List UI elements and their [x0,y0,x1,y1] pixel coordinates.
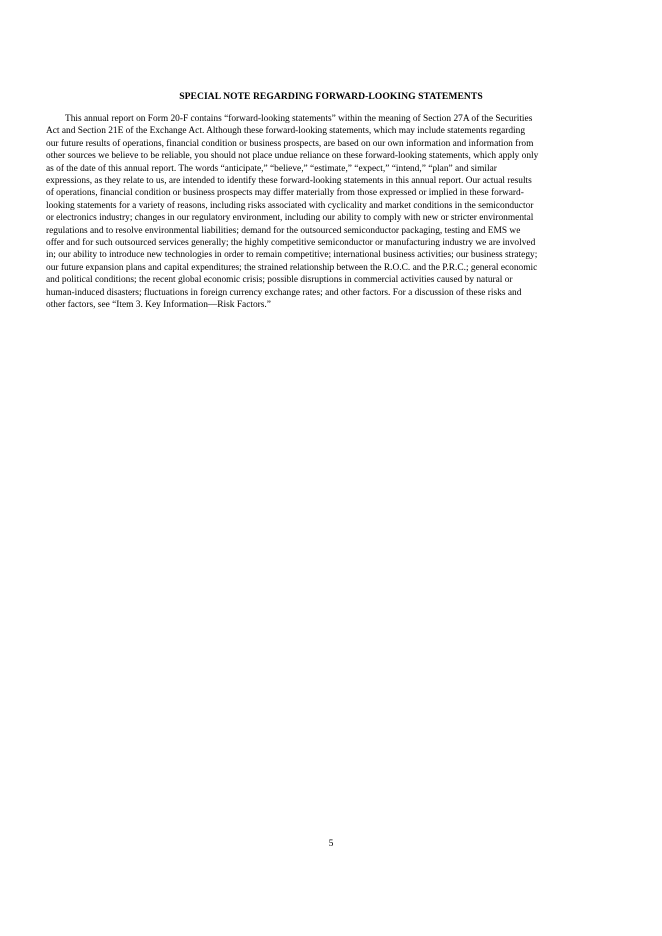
page-number: 5 [328,838,334,849]
paragraph-line: expressions, as they relate to us, are intended to identify these forward-looking statements in this annual report. Our actual results [46,176,532,187]
paragraph-line: offer and for such outsourced services generally; the highly competitive semiconductor or manufacturing industry we are involved [46,238,536,249]
section-heading: SPECIAL NOTE REGARDING FORWARD-LOOKING STATEMENTS [179,91,483,102]
paragraph-line: our future expansion plans and capital expenditures; the strained relationship between the R.O.C. and the P.R.C.; general economic [46,262,538,273]
paragraph-line: our future results of operations, financial condition or business prospects, are based on our own information and information from [46,138,534,149]
paragraph-line: as of the date of this annual report. The words “anticipate,” “believe,” “estimate,” “expect,” “intend,” “plan” and similar [46,163,497,174]
paragraph-line: and political conditions; the recent global economic crisis; possible disruptions in commercial activities caused by natural or [46,275,513,286]
paragraph-line: Act and Section 21E of the Exchange Act. Although these forward-looking statements, which may include statements regarding [46,126,526,137]
paragraph-line: This annual report on Form 20-F contains “forward-looking statements” within the meaning of Section 27A of the Securities [65,114,533,124]
paragraph-line: of operations, financial condition or business prospects may differ materially from those expressed or implied in these forward- [46,188,524,199]
paragraph-line: or electronics industry; changes in our regulatory environment, including our ability to comply with new or stricter environmental [46,213,534,224]
paragraph-line: other sources we believe to be reliable, you should not place undue reliance on these forward-looking statements, which apply only [46,151,539,162]
paragraph-line: looking statements for a variety of reasons, including risks associated with cyclicality and market conditions in the semiconductor [46,200,534,211]
paragraph-line: other factors, see “Item 3. Key Information—Risk Factors.” [46,300,271,311]
forward-looking-paragraph [46,113,618,312]
paragraph-line: human-induced disasters; fluctuations in foreign currency exchange rates; and other factors. For a discussion of these risks and [46,287,522,298]
paragraph-line: regulations and to resolve environmental liabilities; demand for the outsourced semiconductor packaging, testing and EMS we [46,225,521,236]
paragraph-line: in; our ability to introduce new technologies in order to remain competitive; international business activities; our business strategy; [46,250,538,261]
